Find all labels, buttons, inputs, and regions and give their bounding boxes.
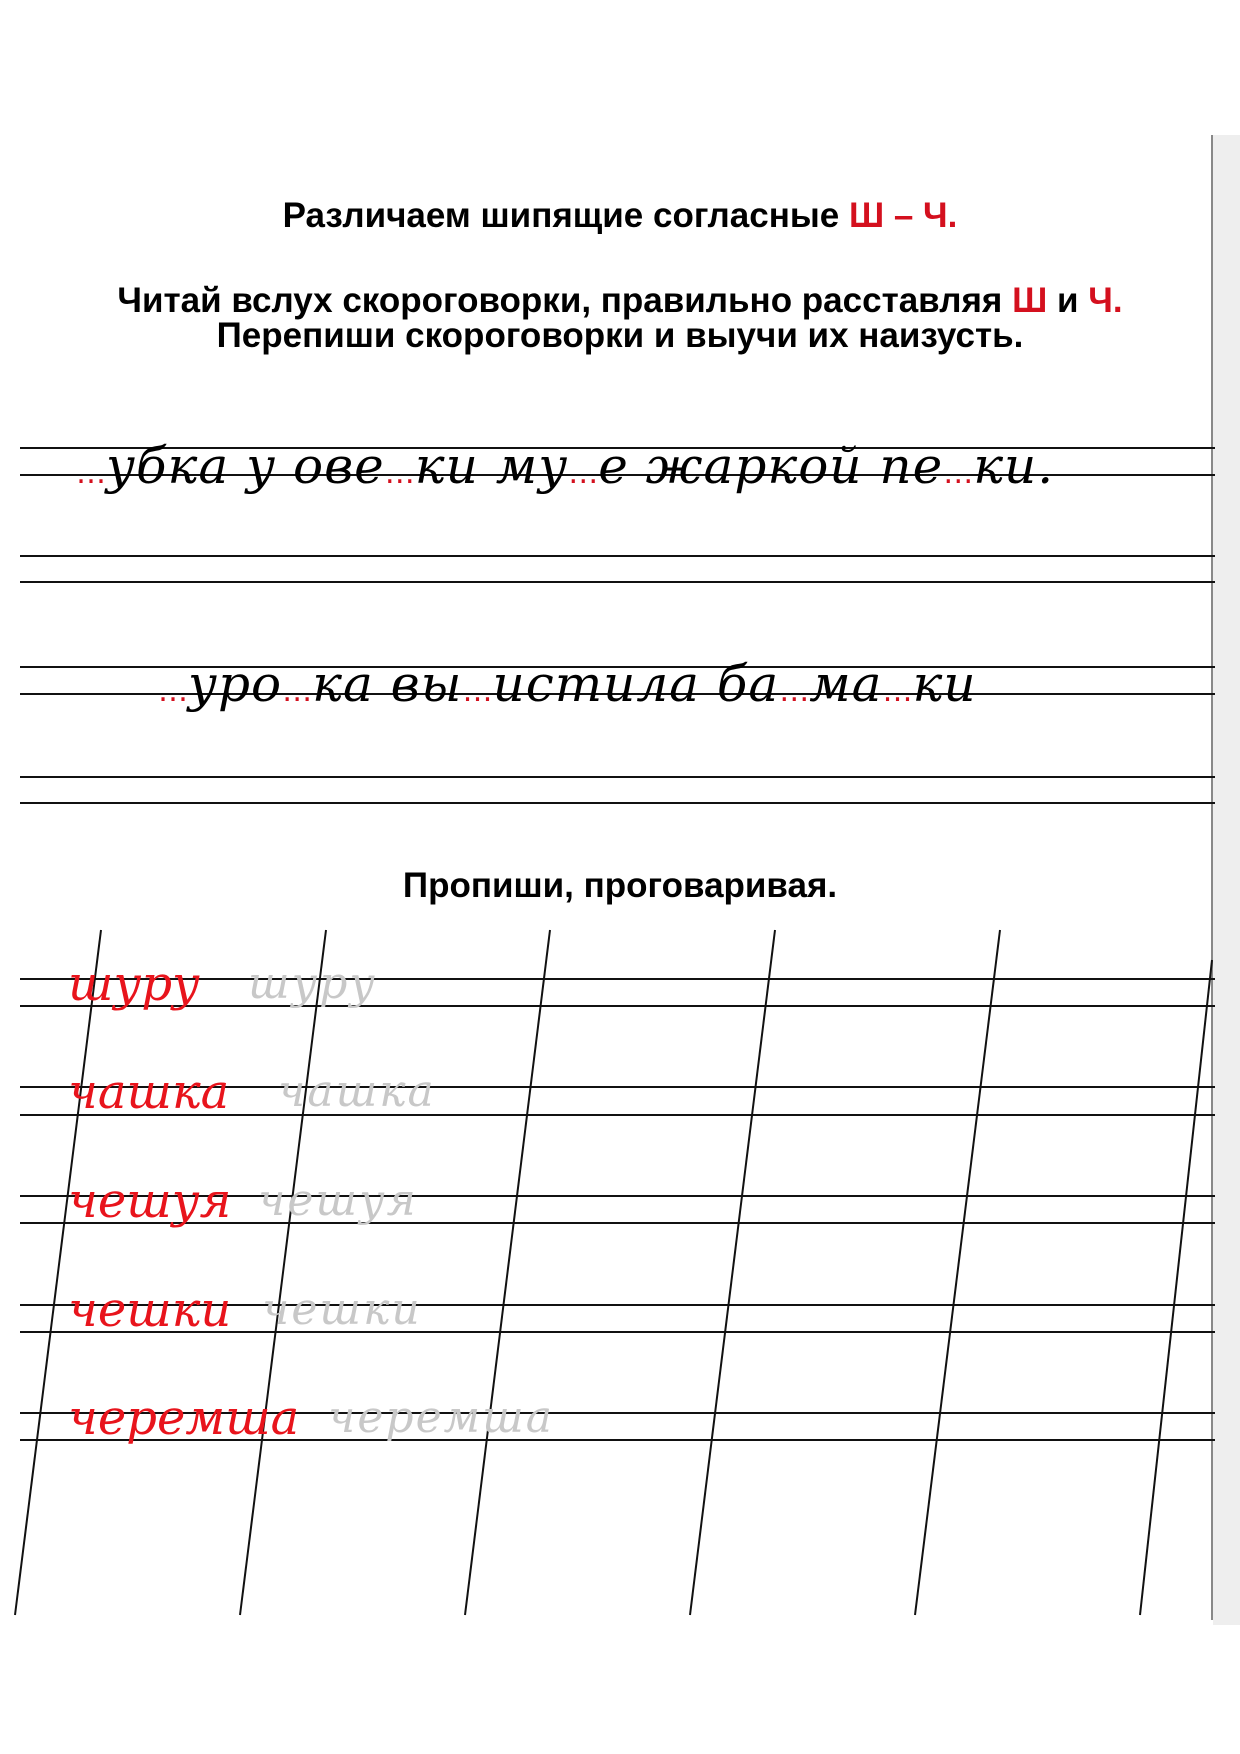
blank-gap: …: [882, 674, 913, 709]
trace-word: чашка: [278, 1066, 436, 1117]
model-word: чешки: [68, 1282, 232, 1338]
model-word: шуру: [68, 956, 200, 1012]
trace-word: шуру: [248, 958, 377, 1009]
blank-gap: …: [568, 456, 599, 491]
tongue-twister-fragment: ки му: [414, 437, 569, 495]
slant-guide-line: [240, 930, 326, 1615]
blank-gap: …: [779, 674, 810, 709]
page-title: [0, 196, 1240, 236]
title-text: Различаем шипящие согласные: [282, 196, 840, 235]
title-letters: Ш – Ч.: [848, 196, 958, 235]
section-2-title: Пропиши, проговаривая.: [402, 866, 838, 905]
tongue-twister-fragment: уро: [188, 655, 283, 713]
instruction-letter-sh: Ш: [1012, 281, 1048, 320]
trace-word: чешки: [262, 1284, 422, 1335]
tongue-twister-fragment: ка вы: [312, 655, 463, 713]
instruction-letter-ch: Ч.: [1088, 281, 1123, 320]
blank-gap: …: [462, 674, 493, 709]
tongue-twister-fragment: ки: [912, 655, 977, 713]
tongue-twister-fragment: истила ба: [492, 655, 780, 713]
instruction-line-2: Перепиши скороговорки и выучи их наизусть.: [216, 316, 1024, 355]
model-word: чешуя: [68, 1173, 232, 1229]
instruction-line-1: [0, 281, 1240, 321]
tongue-twister-1: [76, 437, 1054, 495]
tongue-twister-fragment: ки.: [973, 437, 1055, 495]
slant-guide-line: [1140, 960, 1212, 1615]
trace-word: черемша: [328, 1392, 555, 1443]
trace-word: чешуя: [258, 1175, 418, 1226]
blank-gap: …: [158, 674, 188, 709]
instruction-conjunction: и: [1056, 281, 1079, 320]
blank-gap: …: [943, 456, 974, 491]
blank-gap: …: [76, 456, 106, 491]
tongue-twister-2: [158, 655, 977, 713]
slant-guide-line: [465, 930, 550, 1615]
tongue-twister-fragment: е жаркой пе: [598, 437, 944, 495]
slant-guide-line: [915, 930, 1000, 1615]
blank-gap: …: [384, 456, 415, 491]
tongue-twister-fragment: ма: [809, 655, 883, 713]
instruction-text-1: Читай вслух скороговорки, правильно расставляя: [117, 281, 1003, 320]
model-word: черемша: [68, 1390, 300, 1446]
tongue-twister-fragment: убка у ове: [106, 437, 385, 495]
slant-guide-line: [15, 930, 101, 1615]
slant-guide-line: [690, 930, 775, 1615]
blank-gap: …: [282, 674, 313, 709]
model-word: чашка: [68, 1064, 230, 1120]
